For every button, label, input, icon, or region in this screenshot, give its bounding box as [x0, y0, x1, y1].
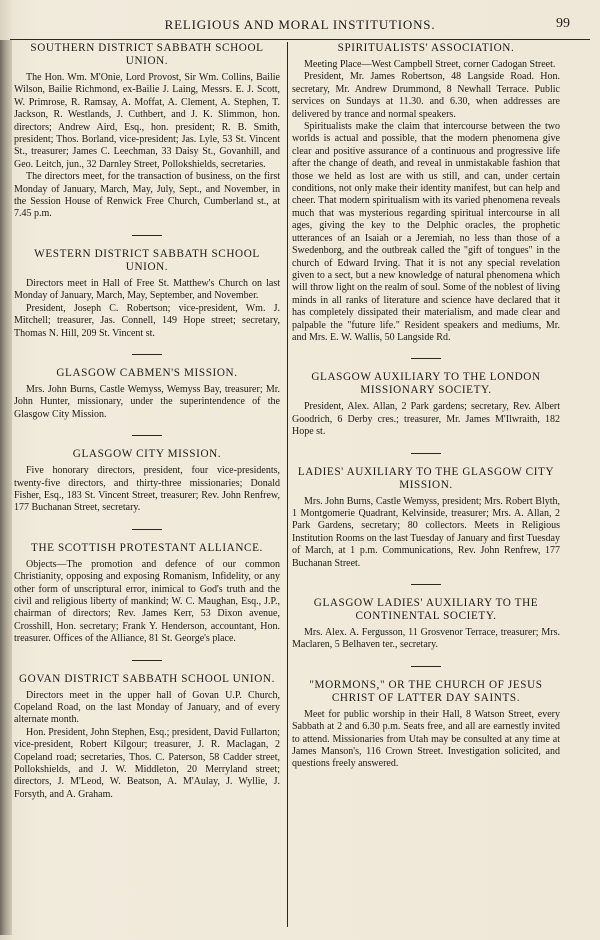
- running-head: [10, 15, 590, 40]
- entry-paragraph: Directors meet in Hall of Free St. Matthew's Church on last Monday of January, March, May, September, and November.: [14, 277, 280, 302]
- left-column: [14, 42, 280, 932]
- entry-title: GLASGOW LADIES' AUXILIARY TO THE CONTINENTAL SOCIETY.: [313, 597, 539, 622]
- entry-title: SOUTHERN DISTRICT SABBATH SCHOOL UNION.: [30, 42, 264, 67]
- entry-paragraph: Spiritualists make the claim that intercourse between the two worlds is actual and possible, that the modern phenomena give clear and positive assurance of a continuous and progressive life after the change of death, and reveal in unmistakable fashion that those we held as lost are with us still, and can, under certain conditions, not only make their identity manifest, but can help and cheer. That modern spiritualism with its varied phenomena reveals much that was mysterious regarding spiritual intercourse in all ages, giving the key to the Delphic oracles, the prophetic utterances of an Isaiah or a Jeremiah, no less than those of a Swedenborg, and the outbreak called the "gift of tongues" in the church of Edward Irving. That it is not any special revelation given to a sect, but a new knowledge of natural phenomena which will throw light on the realm of soul. Some of the noblest of living minds in all ranks of literature and science have declared that it has completely dissipated their materialism, and made clear and palpable the "future life." Resident speakers and mediums, Mr. and Mrs. E. W. Wallis, 50 Langside Rd.: [292, 121, 560, 343]
- entry-scottish-protestant-alliance: [14, 542, 280, 646]
- section-separator: [132, 660, 162, 661]
- section-separator: [132, 529, 162, 530]
- section-separator: [411, 358, 441, 359]
- entry-paragraph: Directors meet in the upper hall of Govan U.P. Church, Copeland Road, on the last Monday of January, and of every alternate month.: [14, 689, 280, 726]
- entry-paragraph: Meet for public worship in their Hall, 8 Watson Street, every Sabbath at 2 and 6.30 p.m. Seats free, and all are earnestly invited to attend. Missionaries from Utah may be consulted at any time at James Manson's, 116 Crown Street. Investigation solicited, and questions freely answered.: [292, 708, 560, 770]
- section-separator: [132, 235, 162, 236]
- entry-continental-society-auxiliary: [292, 597, 560, 652]
- entry-paragraph: The Hon. Wm. M'Onie, Lord Provost, Sir Wm. Collins, Bailie Wilson, Bailie Richmond, ex-Bailie J. Laing, Messrs. E. J. Scott, W. Primrose, R. Ramsay, A. Moffat, A. Clement, A. Stephen, T. Jackson, R. Westlands, J. Cuthbert, and J. K. Slimmon, hon. directors; Andrew Aird, Esq., hon. president; R. B. Smith, president; Thos. Borland, vice-president; Jas. Lyle, 53 St. Vincent St., treasurer; James C. Leechman, 33 Daisy St., Govanhill, and Geo. Leitch, jun., 32 Darnley Street, Pollokshields, secretaries.: [14, 72, 280, 170]
- entry-paragraph: President, Alex. Allan, 2 Park gardens; secretary, Rev. Albert Goodrich, 6 Derby cres.; treasurer, Mr. James M'Ilwraith, 182 Hope st.: [292, 401, 560, 438]
- entry-spiritualists-association: [292, 42, 560, 344]
- entry-title: GLASGOW AUXILIARY TO THE LONDON MISSIONARY SOCIETY.: [311, 371, 541, 397]
- entry-glasgow-city-mission: [14, 448, 280, 515]
- section-separator: [132, 435, 162, 436]
- entry-paragraph: Five honorary directors, president, four vice-presidents, twenty-five directors, and thirty-three missionaries; Donald Fisher, Esq., 183 St. Vincent Street, treasurer; Rev. John Renfrew, 177 Buchanan Street, secretary.: [14, 465, 280, 514]
- right-column: [292, 42, 560, 932]
- entry-title: "MORMONS," OR THE CHURCH OF JESUS CHRIST OF LATTER DAY SAINTS.: [309, 678, 543, 704]
- entry-paragraph: Meeting Place—West Campbell Street, corner Cadogan Street.: [304, 59, 556, 70]
- entry-title: WESTERN DISTRICT SABBATH SCHOOL UNION.: [34, 247, 260, 273]
- page-binding-edge: [0, 40, 12, 935]
- section-separator: [411, 453, 441, 454]
- entry-paragraph: Objects—The promotion and defence of our common Christianity, opposing and exposing Romanism, Infidelity, or any other form of unscriptural error, inimical to God's truth and the civil and religious liberty of mankind; W. C. Maughan, Esq., J.P., chairman of directors; Rev. James Kerr, 53 Dixon avenue, Crosshill, Hon. secretary; Frank Y. Henderson, accountant, Hon. treasurer. Offices of the Alliance, 81 St. George's place.: [14, 558, 280, 645]
- entry-latter-day-saints: [292, 679, 560, 771]
- entry-paragraph: The directors meet, for the transaction of business, on the first Monday of January, March, May, July, Sept., and November, in the Session House of Renwick Free Church, Cumberland st., at 7.45 p.m.: [14, 171, 280, 220]
- entry-title: GLASGOW CABMEN'S MISSION.: [56, 366, 238, 379]
- entry-title: SPIRITUALISTS' ASSOCIATION.: [337, 42, 515, 54]
- section-separator: [411, 666, 441, 667]
- entry-glasgow-cabmens-mission: [14, 367, 280, 421]
- entry-title: LADIES' AUXILIARY TO THE GLASGOW CITY MISSION.: [297, 465, 555, 491]
- entry-london-missionary-society-auxiliary: [292, 371, 560, 438]
- entry-govan-district-sabbath-school: [14, 673, 280, 802]
- running-title: RELIGIOUS AND MORAL INSTITUTIONS.: [164, 17, 436, 32]
- page-number: 99: [556, 16, 570, 31]
- entry-title: GLASGOW CITY MISSION.: [72, 448, 222, 461]
- entry-western-district-sabbath-school: [14, 248, 280, 340]
- section-separator: [132, 354, 162, 355]
- entry-southern-district-sabbath-school: [14, 42, 280, 221]
- column-divider: [287, 42, 288, 927]
- entry-title: GOVAN DISTRICT SABBATH SCHOOL UNION.: [18, 672, 276, 685]
- entry-paragraph: Mrs. Alex. A. Fergusson, 11 Grosvenor Terrace, treasurer; Mrs. Maclaren, 5 Belhaven ter., secretary.: [292, 627, 560, 651]
- entry-paragraph: President, Mr. James Robertson, 48 Langside Road. Hon. secretary, Mr. Andrew Drummond, 8 Newhall Terrace. Public services on Sundays at 11.30. and 6.30, when addresses are delivered by trance and normal speakers.: [292, 71, 560, 120]
- entry-paragraph: Mrs. John Burns, Castle Wemyss, Wemyss Bay, treasurer; Mr. John Hunter, missionary, under the superintendence of the Glasgow City Mission.: [14, 383, 280, 420]
- entry-paragraph: President, Joseph C. Robertson; vice-president, Wm. J. Mitchell; treasurer, Jas. Connell, 149 Hope street; secretary, Thomas N. Hill, 209 St. Vincent st.: [14, 302, 280, 339]
- entry-title: THE SCOTTISH PROTESTANT ALLIANCE.: [31, 541, 263, 554]
- section-separator: [411, 584, 441, 585]
- entry-paragraph: Hon. President, John Stephen, Esq.; president, David Fullarton; vice-president, Robert Kilgour; treasurer, J. R. Maclagan, 2 Copeland road; secretaries, Thos. C. Paterson, 58 Cadder street, Pollokshields, and J. W. Middleton, 20 Merryland street; directors, J. M'Leod, W. Beatson, A. M'Aulay, J. Wyllie, J. Forsyth, and A. Graham.: [14, 726, 280, 800]
- entry-ladies-auxiliary-city-mission: [292, 466, 560, 570]
- entry-paragraph: Mrs. John Burns, Castle Wemyss, president; Mrs. Robert Blyth, 1 Montgomerie Quadrant, Kelvinside, treasurer; Mrs. A. Allan, 2 Park Gardens, secretary; 80 collectors. Meets in Religious Institution Rooms on the last Tuesday of January and first Tuesday of March, at 1 p.m. Communications, Rev. John Renfrew, 177 Buchanan Street.: [292, 495, 560, 569]
